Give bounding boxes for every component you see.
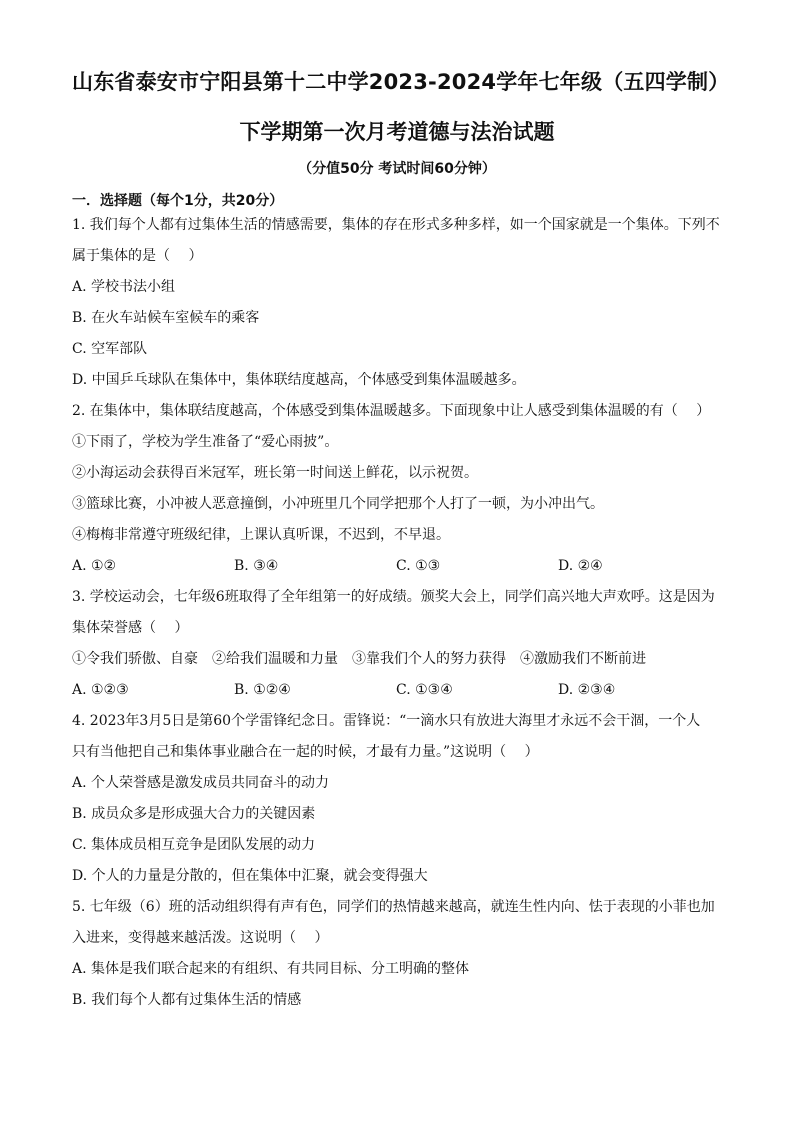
option-b: B. 在火车站候车室候车的乘客 bbox=[72, 310, 260, 326]
option-d: D. 个人的力量是分散的，但在集体中汇聚，就会变得强大 bbox=[72, 868, 428, 884]
option-d: D. 中国乒乓球队在集体中，集体联结度越高，个体感受到集体温暖越多。 bbox=[72, 372, 526, 388]
question-stem: 3. 学校运动会，七年级6班取得了全年组第一的好成绩。颁奖大会上，同学们高兴地大声欢呼。这是因为 bbox=[72, 589, 715, 605]
question-stem: 5. 七年级（6）班的活动组织得有声有色，同学们的热情越来越高，就连生性内向、怯于表现的小菲也加 bbox=[72, 899, 715, 915]
options-row bbox=[72, 675, 722, 706]
option-b: B. ③④ bbox=[234, 558, 279, 574]
option-d: D. ②④ bbox=[558, 558, 603, 574]
exam-title-line1: 山东省泰安市宁阳县第十二中学2023-2024学年七年级（五四学制） bbox=[72, 70, 730, 94]
question-stem: 只有当他把自己和集体事业融合在一起的时候，才最有力量。”这说明（ ） bbox=[72, 744, 539, 760]
statement-item: ④梅梅非常遵守班级纪律，上课认真听课，不迟到，不早退。 bbox=[72, 527, 450, 543]
question-stem: 属于集体的是（ ） bbox=[72, 248, 203, 264]
question-3 bbox=[72, 582, 722, 706]
option-c: C. 空军部队 bbox=[72, 341, 148, 357]
question-stem: 入进来，变得越来越活泼。这说明（ ） bbox=[72, 930, 329, 946]
statement-item: ①令我们骄傲、自豪 ②给我们温暖和力量 ③靠我们个人的努力获得 ④激励我们不断前进 bbox=[72, 651, 646, 667]
question-2 bbox=[72, 396, 722, 582]
question-4 bbox=[72, 706, 722, 892]
options-row bbox=[72, 551, 722, 582]
option-a: A. 学校书法小组 bbox=[72, 279, 176, 295]
option-c: C. 集体成员相互竞争是团队发展的动力 bbox=[72, 837, 316, 853]
option-c: C. ①③④ bbox=[396, 682, 453, 698]
option-a: A. ①②③ bbox=[72, 682, 129, 698]
option-a: A. ①② bbox=[72, 558, 117, 574]
exam-title-line2: 下学期第一次月考道德与法治试题 bbox=[239, 120, 555, 144]
question-stem: 1. 我们每个人都有过集体生活的情感需要，集体的存在形式多种多样，如一个国家就是一个集体。下列不 bbox=[72, 217, 720, 233]
option-b: B. 我们每个人都有过集体生活的情感 bbox=[72, 992, 302, 1008]
option-a: A. 个人荣誉感是激发成员共同奋斗的动力 bbox=[72, 775, 330, 791]
option-c: C. ①③ bbox=[396, 558, 441, 574]
option-b: B. ①②④ bbox=[234, 682, 291, 698]
question-5 bbox=[72, 892, 722, 1016]
statement-item: ①下雨了，学校为学生准备了“爱心雨披”。 bbox=[72, 434, 339, 450]
option-d: D. ②③④ bbox=[558, 682, 616, 698]
option-a: A. 集体是我们联合起来的有组织、有共同目标、分工明确的整体 bbox=[72, 961, 470, 977]
question-stem: 2. 在集体中，集体联结度越高，个体感受到集体温暖越多。下面现象中让人感受到集体温暖的有（ ） bbox=[72, 403, 711, 419]
statement-item: ②小海运动会获得百米冠军，班长第一时间送上鲜花，以示祝贺。 bbox=[72, 465, 478, 481]
option-b: B. 成员众多是形成强大合力的关键因素 bbox=[72, 806, 316, 822]
section-heading: 一．选择题（每个1分，共20分） bbox=[72, 193, 284, 209]
question-stem: 4. 2023年3月5日是第60个学雷锋纪念日。雷锋说：“一滴水只有放进大海里才永远不会干涸，一个人 bbox=[72, 713, 701, 729]
question-stem: 集体荣誉感（ ） bbox=[72, 620, 189, 636]
question-1 bbox=[72, 210, 722, 396]
exam-subtitle: （分值50分 考试时间60分钟） bbox=[298, 161, 496, 177]
statement-item: ③篮球比赛，小冲被人恶意撞倒，小冲班里几个同学把那个人打了一顿，为小冲出气。 bbox=[72, 496, 604, 512]
